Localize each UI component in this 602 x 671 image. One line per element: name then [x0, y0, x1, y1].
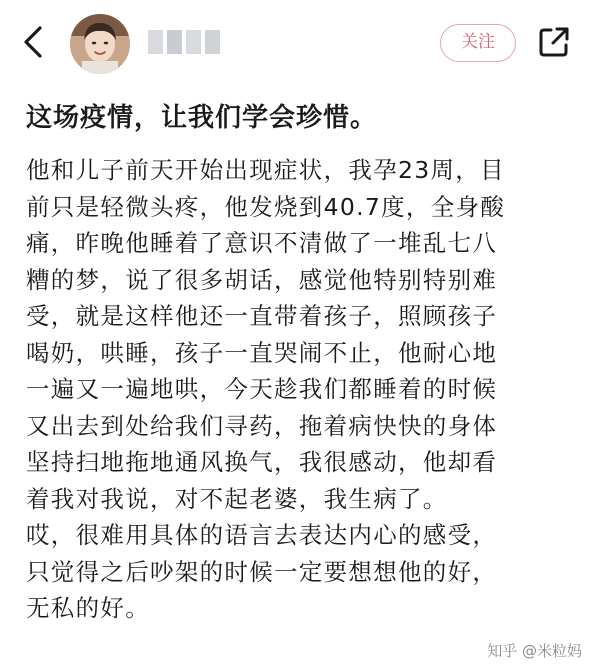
share-external-icon: [536, 24, 572, 60]
body-line: 糟的梦，说了很多胡话，感觉他特别特别难: [26, 265, 498, 294]
back-button[interactable]: [16, 22, 52, 62]
blur-block: [205, 30, 220, 54]
body-line: 一遍又一遍地哄，今天趁我们都睡着的时候: [26, 375, 498, 403]
share-button[interactable]: [536, 24, 572, 60]
blur-block: [186, 30, 201, 54]
body-line: 只觉得之后吵架的时候一定要想想他的好，: [26, 557, 498, 586]
body-line: 前只是轻微头疼，他发烧到40.7度，全身酸: [26, 192, 506, 221]
body-line: 无私的好。: [26, 594, 150, 622]
author-avatar[interactable]: [70, 14, 130, 74]
body-line: 又出去到处给我们寻药，拖着病快快的身体: [26, 411, 498, 440]
body-line: 着我对我说，对不起老婆，我生病了。: [26, 484, 448, 513]
body-line: 受，就是这样他还一直带着孩子，照顾孩子: [26, 302, 498, 330]
source-watermark: 知乎 @米粒妈: [487, 642, 582, 660]
chevron-left-icon: [16, 22, 52, 62]
body-line: 坚持扫地拖地通风换气，我很感动，他却看: [26, 448, 498, 476]
post-content: [26, 98, 586, 627]
post-title: 这场疫情，让我们学会珍惜。: [26, 103, 378, 133]
post-body: [26, 152, 586, 627]
author-name-blurred[interactable]: [148, 30, 228, 54]
body-line: 哎，很难用具体的语言去表达内心的感受，: [26, 521, 498, 549]
follow-button[interactable]: 关注: [440, 24, 516, 62]
blur-block: [148, 30, 163, 54]
body-line: 痛，昨晚他睡着了意识不清做了一堆乱七八: [26, 229, 498, 257]
body-line: 喝奶，哄睡，孩子一直哭闹不止，他耐心地: [26, 338, 498, 367]
top-bar: [0, 0, 602, 86]
blur-block: [167, 30, 182, 54]
body-line: 他和儿子前天开始出现症状，我孕23周，目: [26, 156, 505, 184]
avatar-portrait: [70, 14, 130, 74]
